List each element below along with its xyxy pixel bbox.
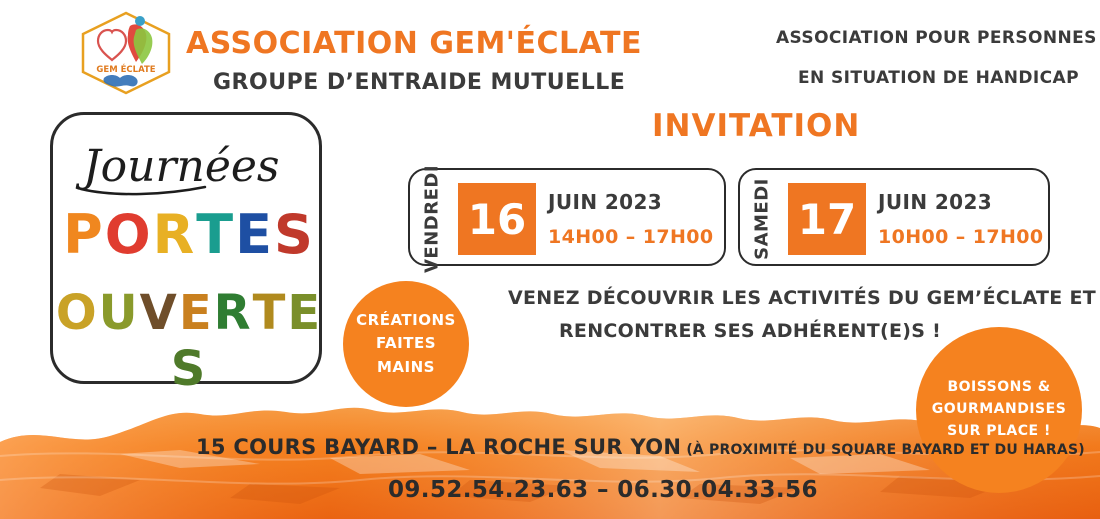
day-name-saturday-label: SAMEDI — [751, 178, 773, 260]
invite-text-line-1: VENEZ DÉCOUVRIR LES ACTIVITÉS DU GEM’ÉCLATE ET — [508, 287, 1097, 309]
colored-letter-5: T — [252, 285, 288, 341]
day-name-friday-label: VENDREDI — [421, 164, 443, 274]
day-number-friday: 16 — [458, 183, 536, 255]
colored-letter-4: R — [213, 285, 253, 341]
logo-hexagon-icon — [78, 10, 174, 96]
colored-letter-1: O — [104, 203, 153, 266]
colored-letter-4: E — [235, 203, 274, 266]
colored-letter-3: T — [196, 203, 236, 266]
colored-letter-3: E — [178, 285, 214, 341]
colored-letter-1: U — [98, 285, 140, 341]
colored-letter-5: S — [273, 203, 315, 266]
page-subtitle: GROUPE D’ENTRAIDE MUTUELLE — [213, 70, 626, 95]
tagline-line-1: ASSOCIATION POUR PERSONNES — [776, 28, 1097, 48]
colored-letter-6: E — [287, 285, 323, 341]
portes-word — [53, 203, 325, 266]
badge-boissons-line-3: SUR PLACE ! — [947, 422, 1051, 439]
badge-creations-line-3: MAINS — [377, 357, 435, 376]
badge-boissons-line-1: BOISSONS & — [947, 379, 1051, 396]
colored-letter-0: O — [55, 285, 99, 341]
badge-boissons-line-2: GOURMANDISES — [931, 401, 1067, 418]
date-box-friday — [408, 164, 726, 274]
page-title: ASSOCIATION GEM'ÉCLATE — [186, 26, 642, 61]
hours-saturday: 10H00 – 17H00 — [878, 226, 1044, 248]
ouvertes-word — [53, 285, 325, 397]
day-name-friday — [418, 164, 446, 274]
date-box-saturday — [738, 168, 1050, 266]
badge-creations — [343, 281, 469, 407]
badge-boissons — [916, 327, 1082, 493]
phone-numbers: 09.52.54.23.63 – 06.30.04.33.56 — [388, 477, 818, 503]
journees-text: Journées — [83, 141, 280, 192]
open-days-card — [50, 112, 323, 397]
journees-handwriting — [75, 129, 305, 203]
day-number-saturday: 17 — [788, 183, 866, 255]
day-name-saturday — [748, 176, 776, 262]
address — [196, 435, 1085, 459]
tagline-line-2: EN SITUATION DE HANDICAP — [798, 68, 1079, 88]
month-year-saturday: JUIN 2023 — [878, 190, 993, 214]
colored-letter-0: P — [63, 203, 105, 266]
address-street: 15 COURS BAYARD – LA ROCHE SUR YON — [196, 435, 682, 459]
colored-letter-7: S — [170, 341, 208, 397]
association-logo — [78, 10, 174, 96]
hours-friday: 14H00 – 17H00 — [548, 226, 714, 248]
invitation-label: INVITATION — [652, 108, 861, 144]
address-note: (À PROXIMITÉ DU SQUARE BAYARD ET DU HARAS) — [686, 442, 1085, 458]
colored-letter-2: V — [139, 285, 179, 341]
logo-text: GEM ÉCLATE — [96, 65, 156, 75]
month-year-friday: JUIN 2023 — [548, 190, 663, 214]
journees-script-word — [75, 129, 305, 203]
invite-text-line-2: RENCONTRER SES ADHÉRENT(E)S ! — [559, 320, 942, 342]
badge-creations-line-1: CRÉATIONS — [356, 311, 456, 330]
badge-creations-line-2: FAITES — [376, 334, 436, 353]
colored-letter-2: R — [152, 203, 197, 266]
